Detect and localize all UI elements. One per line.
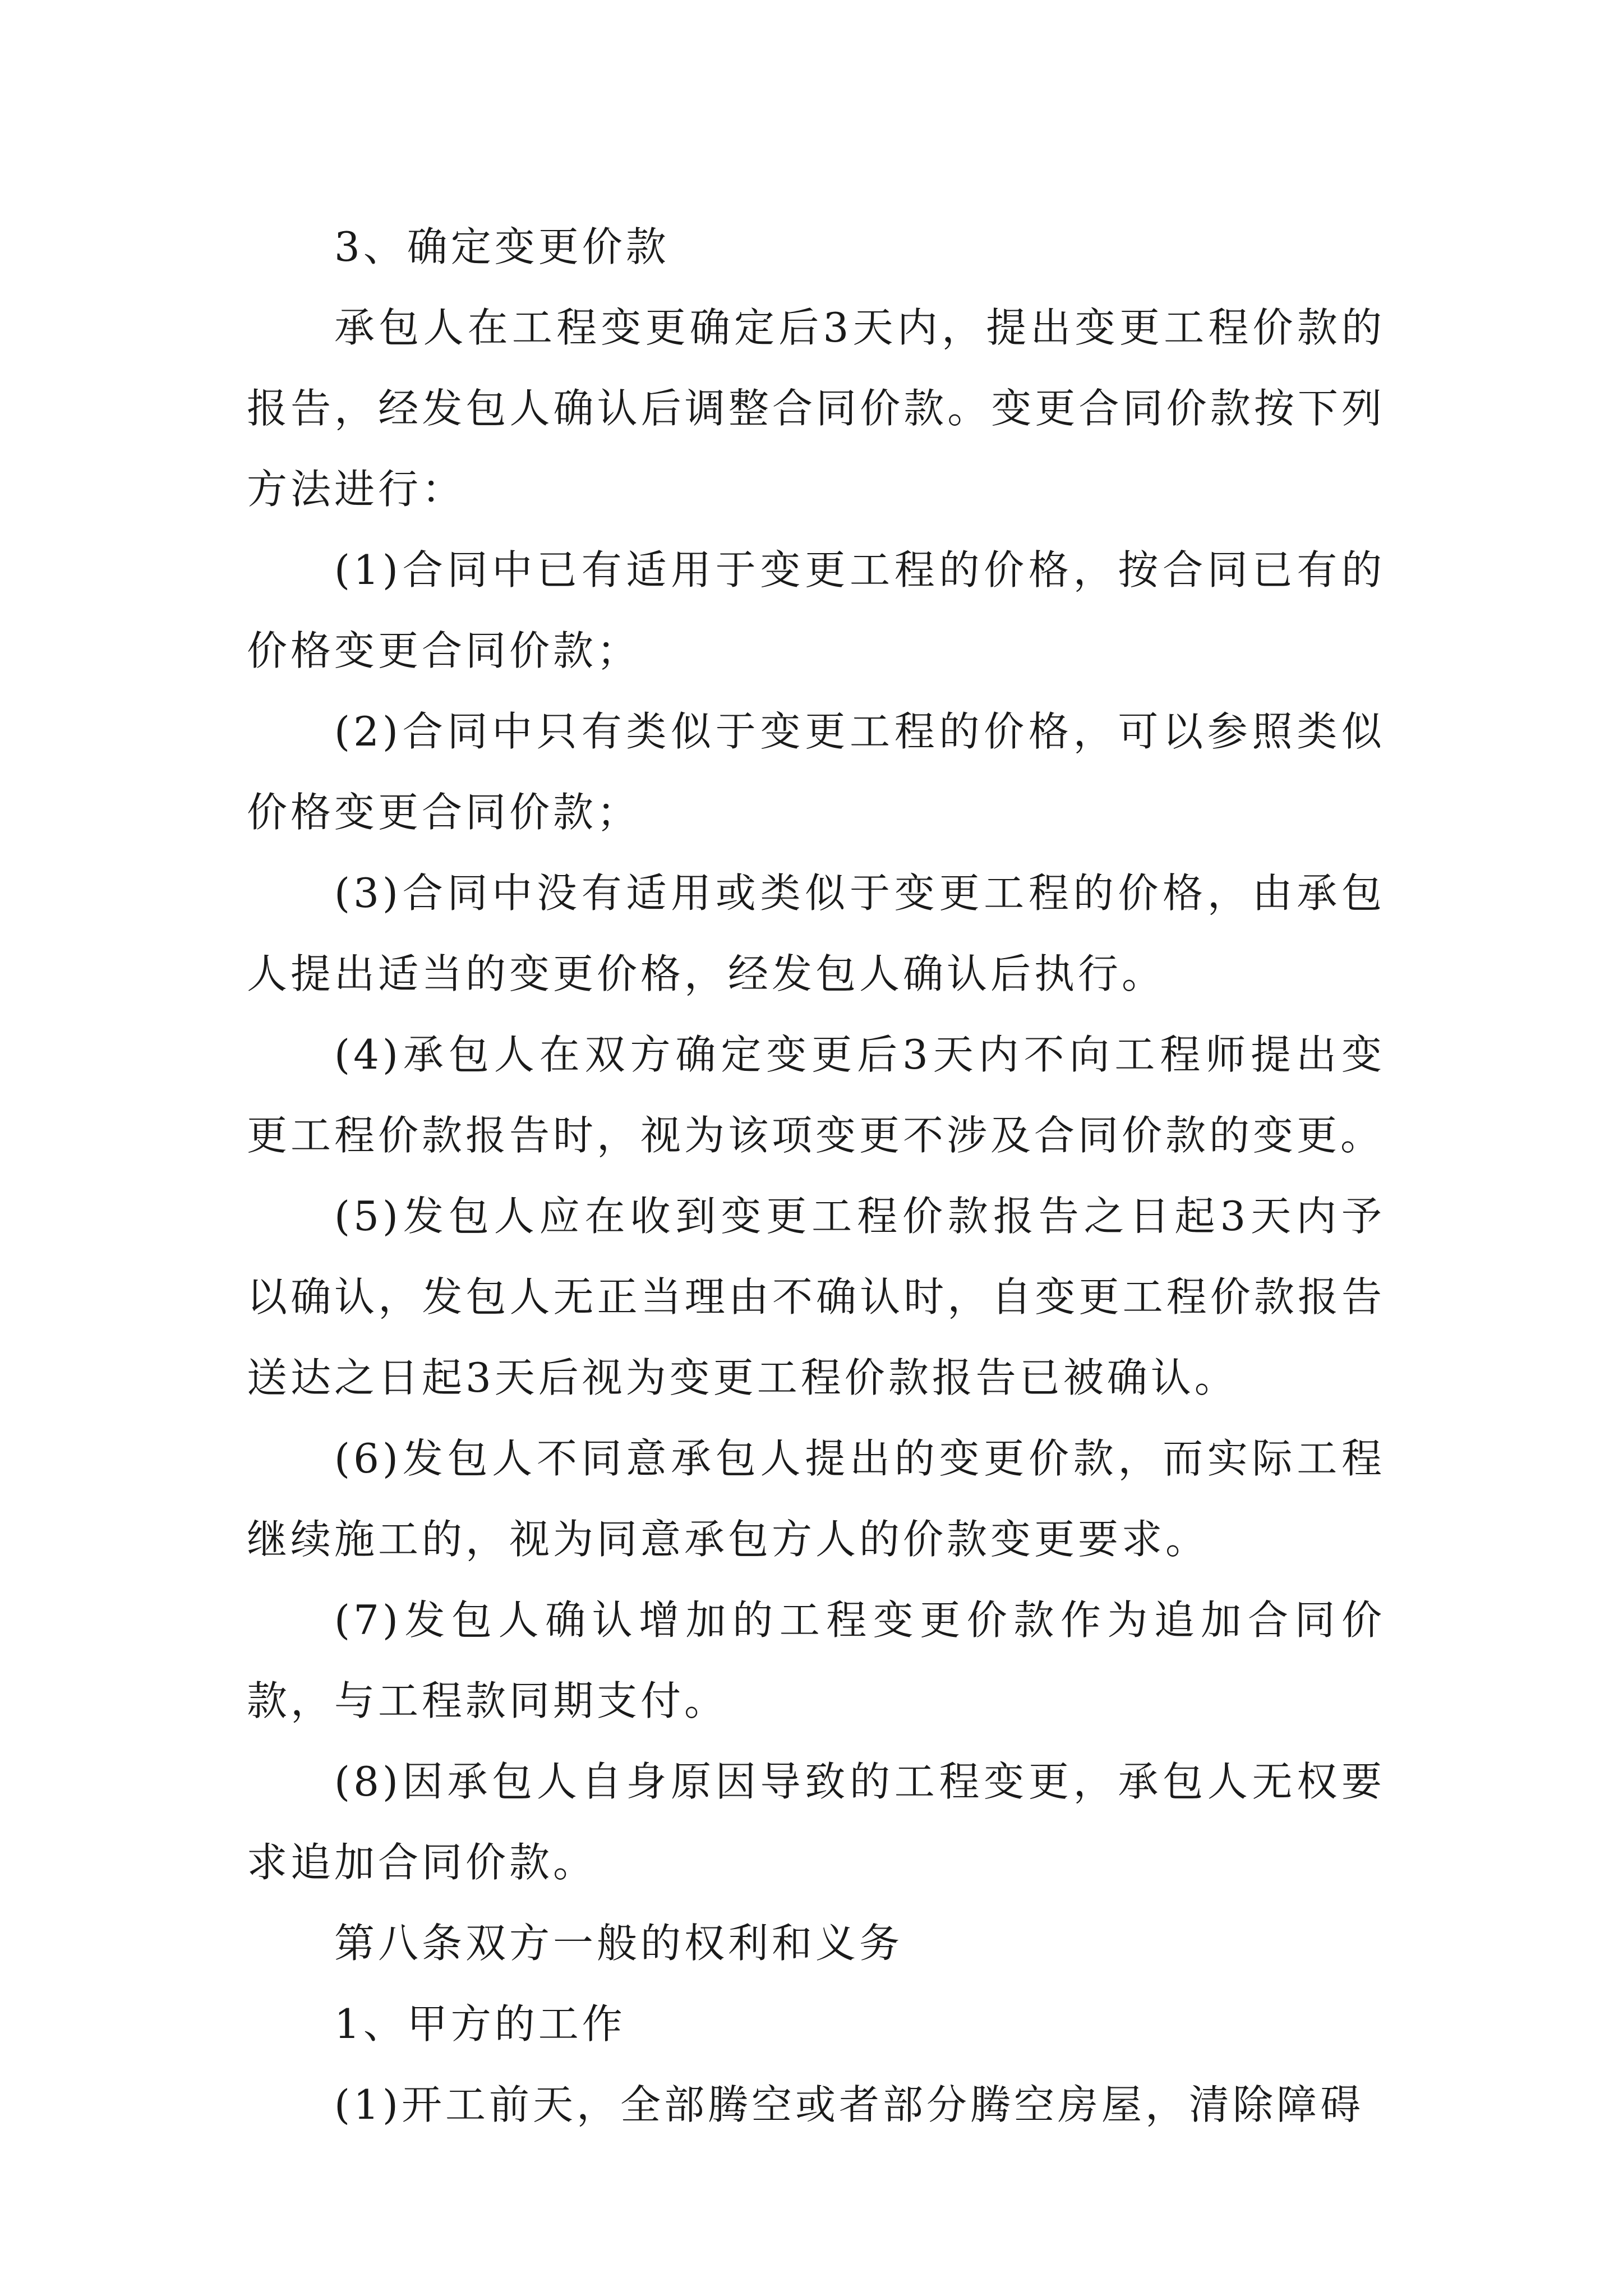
list-item-5: (5)发包人应在收到变更工程价款报告之日起3天内予以确认，发包人无正当理由不确认时，自变更工程价款报告送达之日起3天后视为变更工程价款报告已被确认。 [247,1193,1385,1401]
section-heading-price-change: 3、确定变更价款 [334,223,670,270]
list-item-7: (7)发包人确认增加的工程变更价款作为追加合同价款，与工程款同期支付。 [247,1596,1385,1724]
subsection-heading-party-a: 1、甲方的工作 [334,2000,626,2047]
list-item-8: (8)因承包人自身原因导致的工程变更，承包人无权要求追加合同价款。 [247,1758,1385,1886]
list-item-1: (1)合同中已有适用于变更工程的价格，按合同已有的价格变更合同价款； [247,546,1385,674]
paragraph-change-report: 承包人在工程变更确定后3天内，提出变更工程价款的报告，经发包人确认后调整合同价款。变更合同价款按下列方法进行： [247,304,1385,513]
document-body [247,206,1385,2145]
list-item-3: (3)合同中没有适用或类似于变更工程的价格，由承包人提出适当的变更价格，经发包人确认后执行。 [247,869,1385,997]
list-item-4: (4)承包人在双方确定变更后3天内不向工程师提出变更工程价款报告时，视为该项变更不涉及合同价款的变更。 [247,1031,1385,1159]
list-item-2: (2)合同中只有类似于变更工程的价格，可以参照类似价格变更合同价款； [247,708,1385,836]
list-item-party-a-1: (1)开工前天，全部腾空或者部分腾空房屋，清除障碍 [334,2081,1364,2128]
article-heading-8: 第八条双方一般的权利和义务 [334,1920,903,1967]
list-item-6: (6)发包人不同意承包人提出的变更价款，而实际工程继续施工的，视为同意承包方人的价款变更要求。 [247,1435,1385,1563]
